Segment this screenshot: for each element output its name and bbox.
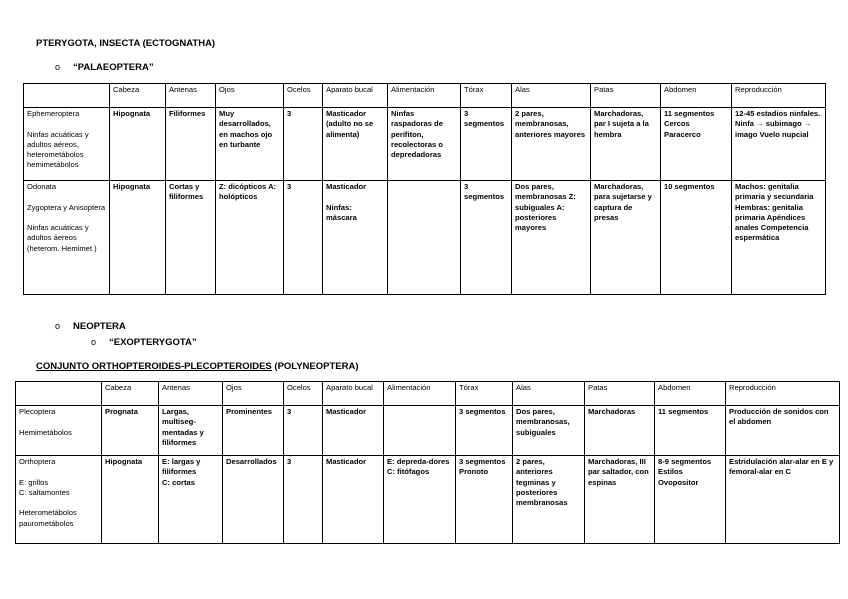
column-header: Ojos [216,84,284,108]
table-cell: 8-9 segmentos Estilos Ovopositor [655,456,726,544]
column-header [24,84,110,108]
table-cell: 2 pares, membranosas, anteriores mayores [512,108,591,181]
column-header: Antenas [159,382,223,406]
exopterygota-heading: “EXOPTERYGOTA” [109,337,197,348]
bullet-marker: o [55,321,61,331]
row-header-cell: Odonata Zygoptera y Anisoptera Ninfas acuáticas y adultos áereos (heterom. Hemimet.) [24,181,110,295]
table-cell: 3 [284,108,323,181]
palaeoptera-table [23,83,826,295]
table-cell: Filiformes [166,108,216,181]
table-cell: E: depreda-dores C: fitófagos [384,456,456,544]
table-cell: Dos pares, membranosas Z: subiguales A: posteriores mayores [512,181,591,295]
main-heading: PTERYGOTA, INSECTA (ECTOGNATHA) [36,38,216,49]
table-cell: Masticador [323,406,384,456]
bullet-marker: o [55,62,61,72]
column-header: Abdomen [655,382,726,406]
table-cell: 10 segmentos [661,181,732,295]
table-cell: Machos: genitalia primaria y secundaria Hembras: genitalia primaria Apéndices anales Competencia espermática [732,181,826,295]
table-cell: 12-45 estadios ninfales. Ninfa → subimago → imago Vuelo nupcial [732,108,826,181]
table-cell: Cortas y filiformes [166,181,216,295]
table-cell: 2 pares, anteriores tegminas y posteriores membranosas [513,456,585,544]
table-cell: Masticador Ninfas: máscara [323,181,388,295]
palaeoptera-heading: “PALAEOPTERA” [73,62,154,73]
column-header [16,382,102,406]
table-cell: Prognata [102,406,159,456]
bullet-marker: o [91,337,97,347]
table-cell: Hipognata [110,181,166,295]
table-row [16,456,840,544]
table-cell [388,181,461,295]
table-cell: Marchadoras, para sujetarse y captura de presas [591,181,661,295]
column-header: Aparato bucal [323,84,388,108]
table-cell: 3 [284,181,323,295]
table-cell: 3 segmentos [456,406,513,456]
table-cell: Masticador (adulto no se alimenta) [323,108,388,181]
table-cell: Largas, multiseg-mentadas y filiformes [159,406,223,456]
column-header: Ocelos [284,84,323,108]
neoptera-heading: NEOPTERA [73,321,126,332]
column-header: Cabeza [102,382,159,406]
table-cell: Ninfas raspadoras de perifiton, recolectoras o depredadoras [388,108,461,181]
table-cell: E: largas y filiformes C: cortas [159,456,223,544]
column-header: Alas [513,382,585,406]
table-cell: Producción de sonidos con el abdomen [726,406,840,456]
table-cell: Estridulación alar-alar en E y femoral-alar en C [726,456,840,544]
table-cell [384,406,456,456]
column-header: Alas [512,84,591,108]
polyneoptera-suffix: (POLYNEOPTERA) [271,361,359,372]
table-cell: Marchadoras, III par saltador, con espinas [585,456,655,544]
orthopteroides-title: CONJUNTO ORTHOPTEROIDES-PLECOPTEROIDES [36,361,272,372]
polyneoptera-table [15,381,840,544]
table-cell: Hipognata [110,108,166,181]
column-header: Tórax [456,382,513,406]
table-cell: Masticador [323,456,384,544]
column-header: Tórax [461,84,512,108]
table-cell: 3 segmentos Pronoto [456,456,513,544]
column-header: Ojos [223,382,284,406]
polyneoptera-heading [36,361,359,372]
table-cell: 3 [284,406,323,456]
column-header: Reproducción [732,84,826,108]
table-cell: 11 segmentos [655,406,726,456]
table-row [16,406,840,456]
column-header: Cabeza [110,84,166,108]
column-header: Alimentación [388,84,461,108]
table-header-row [16,382,840,406]
column-header: Abdomen [661,84,732,108]
column-header: Alimentación [384,382,456,406]
table-row [24,108,826,181]
row-header-cell: Orthoptera E: grillos C: saltamontes Heterometábolos paurometábolos [16,456,102,544]
column-header: Reproducción [726,382,840,406]
table-cell: Marchadoras, par I sujeta a la hembra [591,108,661,181]
row-header-cell: Ephemeroptera Ninfas acuáticas y adultos aéreos, heterometábolos hemimetábolos [24,108,110,181]
column-header: Aparato bucal [323,382,384,406]
row-header-cell: Plecoptera Hemimetábolos [16,406,102,456]
column-header: Patas [585,382,655,406]
table-cell: 3 [284,456,323,544]
table-row [24,181,826,295]
table-cell: Marchadoras [585,406,655,456]
table-cell: Muy desarrollados, en machos ojo en turbante [216,108,284,181]
column-header: Antenas [166,84,216,108]
table-cell: 3 segmentos [461,108,512,181]
column-header: Ocelos [284,382,323,406]
column-header: Patas [591,84,661,108]
table-cell: Hipognata [102,456,159,544]
table-cell: 3 segmentos [461,181,512,295]
table-header-row [24,84,826,108]
table-cell: Z: dicópticos A: holópticos [216,181,284,295]
table-cell: 11 segmentos Cercos Paracerco [661,108,732,181]
table-cell: Prominentes [223,406,284,456]
table-cell: Desarrollados [223,456,284,544]
table-cell: Dos pares, membranosas, subiguales [513,406,585,456]
